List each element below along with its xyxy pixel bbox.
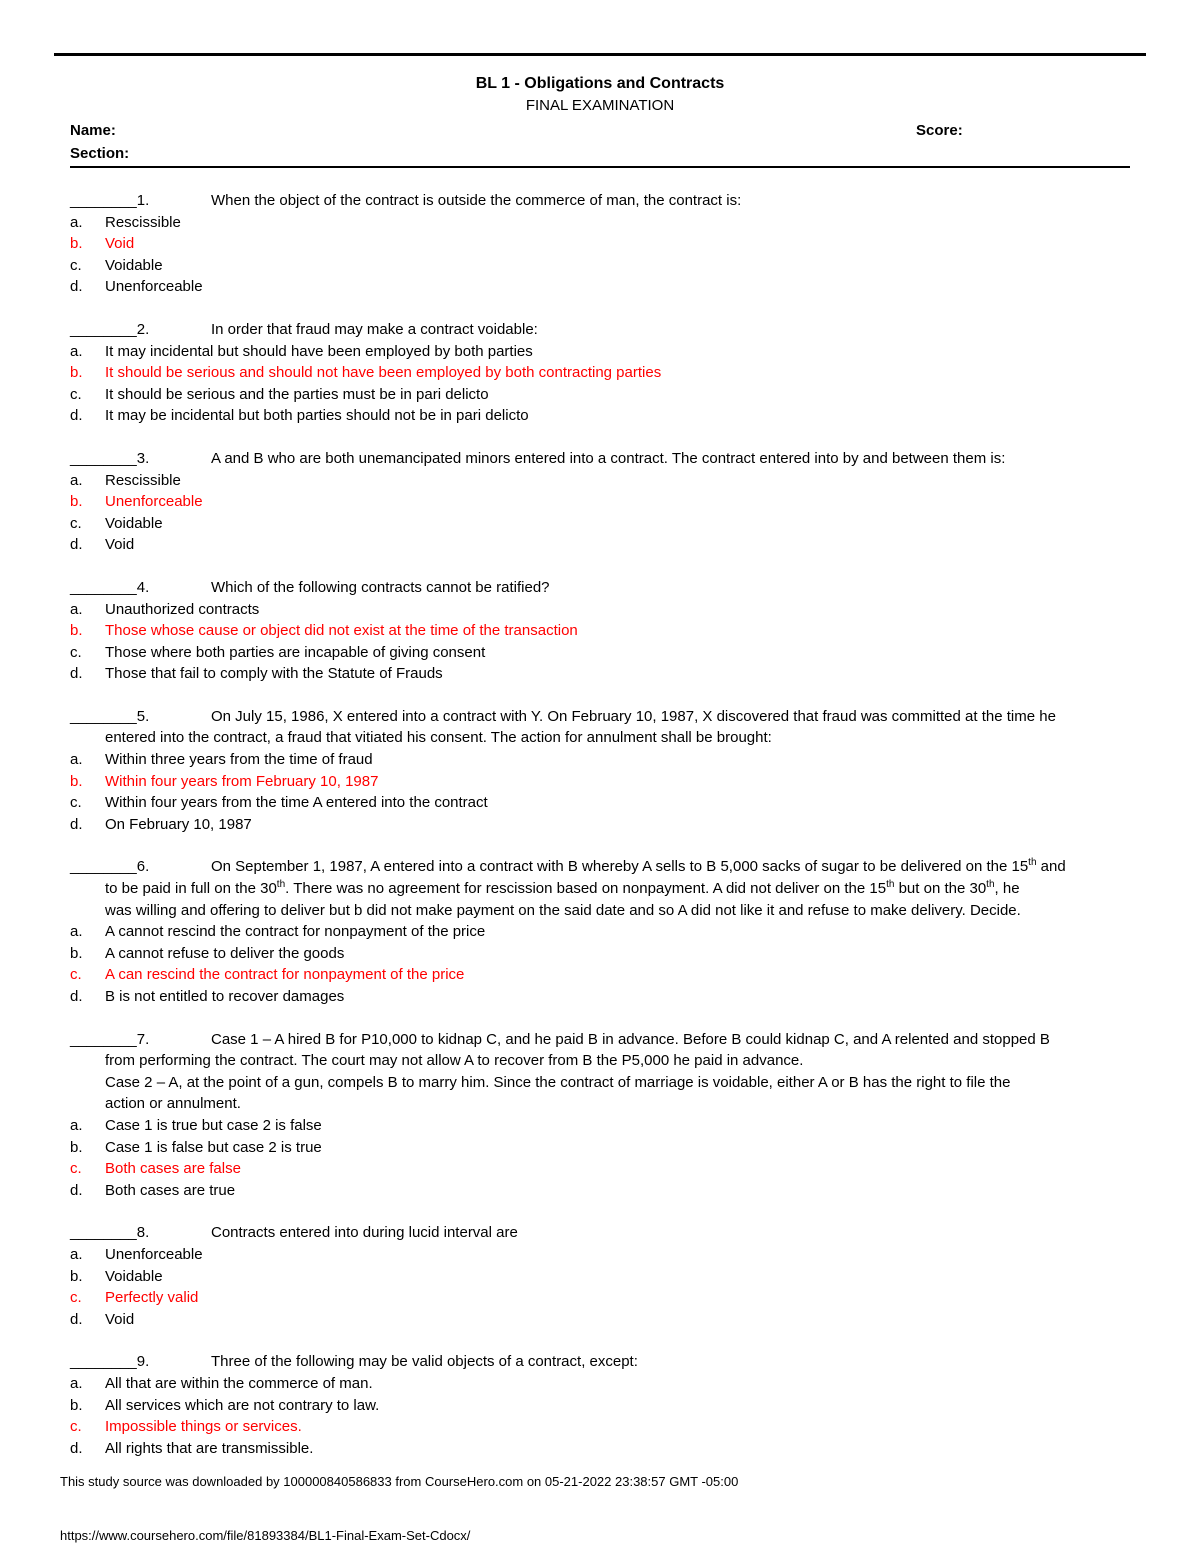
option-text: Both cases are false	[105, 1160, 241, 1178]
option-letter: d.	[70, 815, 83, 833]
text-run: , he	[994, 880, 1020, 898]
option-letter: c.	[70, 385, 82, 403]
question-text: When the object of the contract is outside the commerce of man, the contract is:	[211, 192, 742, 209]
option-text: Perfectly valid	[105, 1289, 199, 1307]
option-letter: d.	[70, 1439, 83, 1457]
option-letter: b.	[70, 1267, 83, 1285]
option-d	[70, 534, 1140, 556]
question-number: ________7.	[70, 1030, 150, 1048]
question-8	[70, 1222, 1140, 1330]
option-c-correct	[70, 1287, 1140, 1309]
option-text: A cannot rescind the contract for nonpayment of the price	[105, 923, 486, 941]
option-text: Rescissible	[105, 471, 181, 489]
question-number: ________1.	[70, 192, 150, 209]
option-b-correct	[70, 362, 1140, 384]
question-number: ________2.	[70, 320, 150, 338]
option-c	[70, 792, 1140, 814]
option-letter: d.	[70, 1181, 83, 1199]
question-7	[70, 1029, 1140, 1202]
text-run: . There was no agreement for rescission based on nonpayment. A did not deliver on the 15	[285, 880, 887, 898]
option-letter: a.	[70, 1116, 83, 1134]
option-text: Those that fail to comply with the Statute of Frauds	[105, 665, 443, 683]
option-letter: b.	[70, 772, 83, 790]
option-d	[70, 405, 1140, 427]
option-letter: c.	[70, 514, 82, 532]
option-text: Unauthorized contracts	[105, 600, 260, 618]
option-d	[70, 1309, 1140, 1331]
option-letter: a.	[70, 751, 83, 769]
section-label: Section:	[70, 145, 130, 162]
ordinal-suffix: th	[886, 879, 895, 891]
ordinal-suffix: th	[986, 879, 995, 891]
question-number: ________3.	[70, 449, 150, 467]
option-letter: c.	[70, 1289, 82, 1307]
question-text: A and B who are both unemancipated minors entered into a contract. The contract entered into by and between them is:	[211, 449, 1006, 467]
question-number: ________5.	[70, 707, 150, 725]
option-letter: a.	[70, 471, 83, 489]
header-rule	[70, 166, 1130, 168]
question-3	[70, 448, 1140, 556]
option-letter: d.	[70, 665, 83, 683]
name-label: Name:	[70, 122, 116, 139]
option-a	[70, 470, 1140, 492]
text-run: On September 1, 1987, A entered into a contract with B whereby A sells to B 5,000 sacks of sugar to be delivered on the 15	[211, 858, 1029, 876]
question-text-continued: was willing and offering to deliver but b did not make payment on the said date and so A did not like it and refuse to make delivery. Decide.	[105, 901, 1021, 919]
question-text: Three of the following may be valid objects of a contract, except:	[211, 1353, 638, 1371]
option-b-correct	[70, 233, 1140, 255]
option-text: A can rescind the contract for nonpayment of the price	[105, 966, 465, 984]
option-letter: b.	[70, 944, 83, 962]
ordinal-suffix: th	[1028, 857, 1037, 869]
option-c	[70, 642, 1140, 664]
option-letter: b.	[70, 1138, 83, 1156]
option-c-correct	[70, 964, 1140, 986]
option-text: Voidable	[105, 514, 163, 532]
question-4	[70, 577, 1140, 685]
option-text: Void	[105, 235, 135, 253]
option-letter: b.	[70, 1396, 83, 1414]
source-url-link[interactable]: https://www.coursehero.com/file/81893384/BL1-Final-Exam-Set-Cdocx/	[60, 1528, 471, 1543]
option-c	[70, 384, 1140, 406]
question-5	[70, 706, 1140, 836]
option-text: On February 10, 1987	[105, 815, 252, 833]
option-text: Both cases are true	[105, 1181, 236, 1199]
option-a	[70, 1373, 1140, 1395]
option-letter: d.	[70, 278, 83, 296]
option-letter: b.	[70, 493, 83, 511]
option-text: All rights that are transmissible.	[105, 1439, 314, 1457]
option-d	[70, 814, 1140, 836]
option-d	[70, 1180, 1140, 1202]
option-text: Void	[105, 1310, 135, 1328]
option-text: It may incidental but should have been employed by both parties	[105, 342, 533, 360]
option-text: Those whose cause or object did not exist at the time of the transaction	[105, 622, 578, 640]
text-run: to be paid in full on the 30	[105, 880, 277, 898]
option-text: Rescissible	[105, 213, 181, 231]
option-text: Voidable	[105, 256, 163, 274]
option-a	[70, 921, 1140, 943]
option-a	[70, 212, 1140, 234]
question-text: In order that fraud may make a contract voidable:	[211, 320, 538, 338]
question-text: Contracts entered into during lucid interval are	[211, 1224, 518, 1242]
option-text: Within four years from the time A entered into the contract	[105, 794, 488, 812]
question-9	[70, 1351, 1140, 1459]
option-letter: d.	[70, 1310, 83, 1328]
option-text: All services which are not contrary to law.	[105, 1396, 380, 1414]
option-letter: c.	[70, 966, 82, 984]
option-text: A cannot refuse to deliver the goods	[105, 944, 345, 962]
option-text: Case 1 is false but case 2 is true	[105, 1138, 322, 1156]
option-d	[70, 276, 1140, 298]
option-letter: d.	[70, 407, 83, 425]
question-number: ________8.	[70, 1224, 150, 1242]
exam-subtitle: FINAL EXAMINATION	[525, 97, 675, 114]
text-run: but on the 30	[894, 880, 987, 898]
option-letter: d.	[70, 988, 83, 1005]
question-number: ________6.	[70, 858, 150, 876]
option-c-correct	[70, 1158, 1140, 1180]
option-d	[70, 663, 1140, 685]
question-text: Which of the following contracts cannot be ratified?	[211, 578, 550, 596]
question-1	[70, 190, 1140, 298]
question-text-continued: from performing the contract. The court may not allow A to recover from B the P5,000 he paid in advance.	[105, 1052, 804, 1070]
question-text-continued: Case 2 – A, at the point of a gun, compels B to marry him. Since the contract of marriage is voidable, either A or B has the right to file the	[105, 1073, 1011, 1091]
option-text: Unenforceable	[105, 278, 203, 296]
option-c	[70, 255, 1140, 277]
option-b	[70, 943, 1140, 965]
option-text: Unenforceable	[105, 493, 203, 511]
option-a	[70, 599, 1140, 621]
option-b-correct	[70, 620, 1140, 642]
option-letter: d.	[70, 536, 83, 554]
option-d	[70, 986, 1140, 1008]
score-label: Score:	[916, 122, 963, 139]
option-b	[70, 1395, 1140, 1417]
option-text: It may be incidental but both parties should not be in pari delicto	[105, 407, 529, 425]
question-number: ________9.	[70, 1353, 150, 1371]
option-letter: b.	[70, 364, 83, 382]
option-letter: c.	[70, 256, 82, 274]
question-text	[211, 856, 1140, 878]
option-letter: a.	[70, 213, 83, 231]
option-text: Void	[105, 536, 135, 554]
option-letter: a.	[70, 923, 83, 941]
download-notice: This study source was downloaded by 100000840586833 from CourseHero.com on 05-21-2022 23:38:57 GMT -05:00	[60, 1474, 739, 1489]
option-c	[70, 513, 1140, 535]
ordinal-suffix: th	[276, 879, 286, 891]
option-text: It should be serious and the parties must be in pari delicto	[105, 385, 489, 403]
option-text: B is not entitled to recover damages	[105, 988, 345, 1005]
option-letter: a.	[70, 600, 83, 618]
question-text-continued: action or annulment.	[105, 1095, 241, 1113]
option-a	[70, 1115, 1140, 1137]
option-text: Case 1 is true but case 2 is false	[105, 1116, 322, 1134]
option-a	[70, 1244, 1140, 1266]
question-number: ________4.	[70, 578, 150, 596]
option-d	[70, 1438, 1140, 1460]
question-text-continued	[70, 878, 1140, 900]
option-letter: b.	[70, 622, 83, 640]
option-letter: c.	[70, 643, 82, 661]
option-b	[70, 1266, 1140, 1288]
option-b-correct	[70, 771, 1140, 793]
option-text: Voidable	[105, 1267, 163, 1285]
option-text: Unenforceable	[105, 1245, 203, 1263]
option-b	[70, 1137, 1140, 1159]
exam-title: BL 1 - Obligations and Contracts	[475, 75, 725, 92]
option-text: Those where both parties are incapable of giving consent	[105, 643, 486, 661]
question-list	[70, 190, 1140, 1480]
option-a	[70, 749, 1140, 771]
option-text: It should be serious and should not have been employed by both contracting parties	[105, 364, 662, 382]
text-run: and	[1036, 858, 1066, 876]
option-letter: c.	[70, 1418, 82, 1436]
option-text: Within four years from February 10, 1987	[105, 772, 379, 790]
option-c-correct	[70, 1416, 1140, 1438]
option-letter: c.	[70, 794, 82, 812]
option-b-correct	[70, 491, 1140, 513]
option-text: Impossible things or services.	[105, 1418, 302, 1436]
option-letter: b.	[70, 235, 83, 253]
option-letter: c.	[70, 1160, 82, 1178]
option-a	[70, 341, 1140, 363]
top-rule	[54, 53, 1146, 56]
question-text-continued: entered into the contract, a fraud that vitiated his consent. The action for annulment shall be brought:	[105, 729, 772, 747]
question-6	[70, 856, 1140, 1007]
question-text: Case 1 – A hired B for P10,000 to kidnap C, and he paid B in advance. Before B could kidnap C, and A relented and stopped B	[211, 1030, 1050, 1048]
question-2	[70, 319, 1140, 427]
option-letter: a.	[70, 342, 83, 360]
option-letter: a.	[70, 1245, 83, 1263]
option-text: All that are within the commerce of man.	[105, 1374, 373, 1392]
option-text: Within three years from the time of fraud	[105, 751, 373, 769]
option-letter: a.	[70, 1374, 83, 1392]
question-text: On July 15, 1986, X entered into a contract with Y. On February 10, 1987, X discovered that fraud was committed at the time he	[211, 707, 1056, 725]
